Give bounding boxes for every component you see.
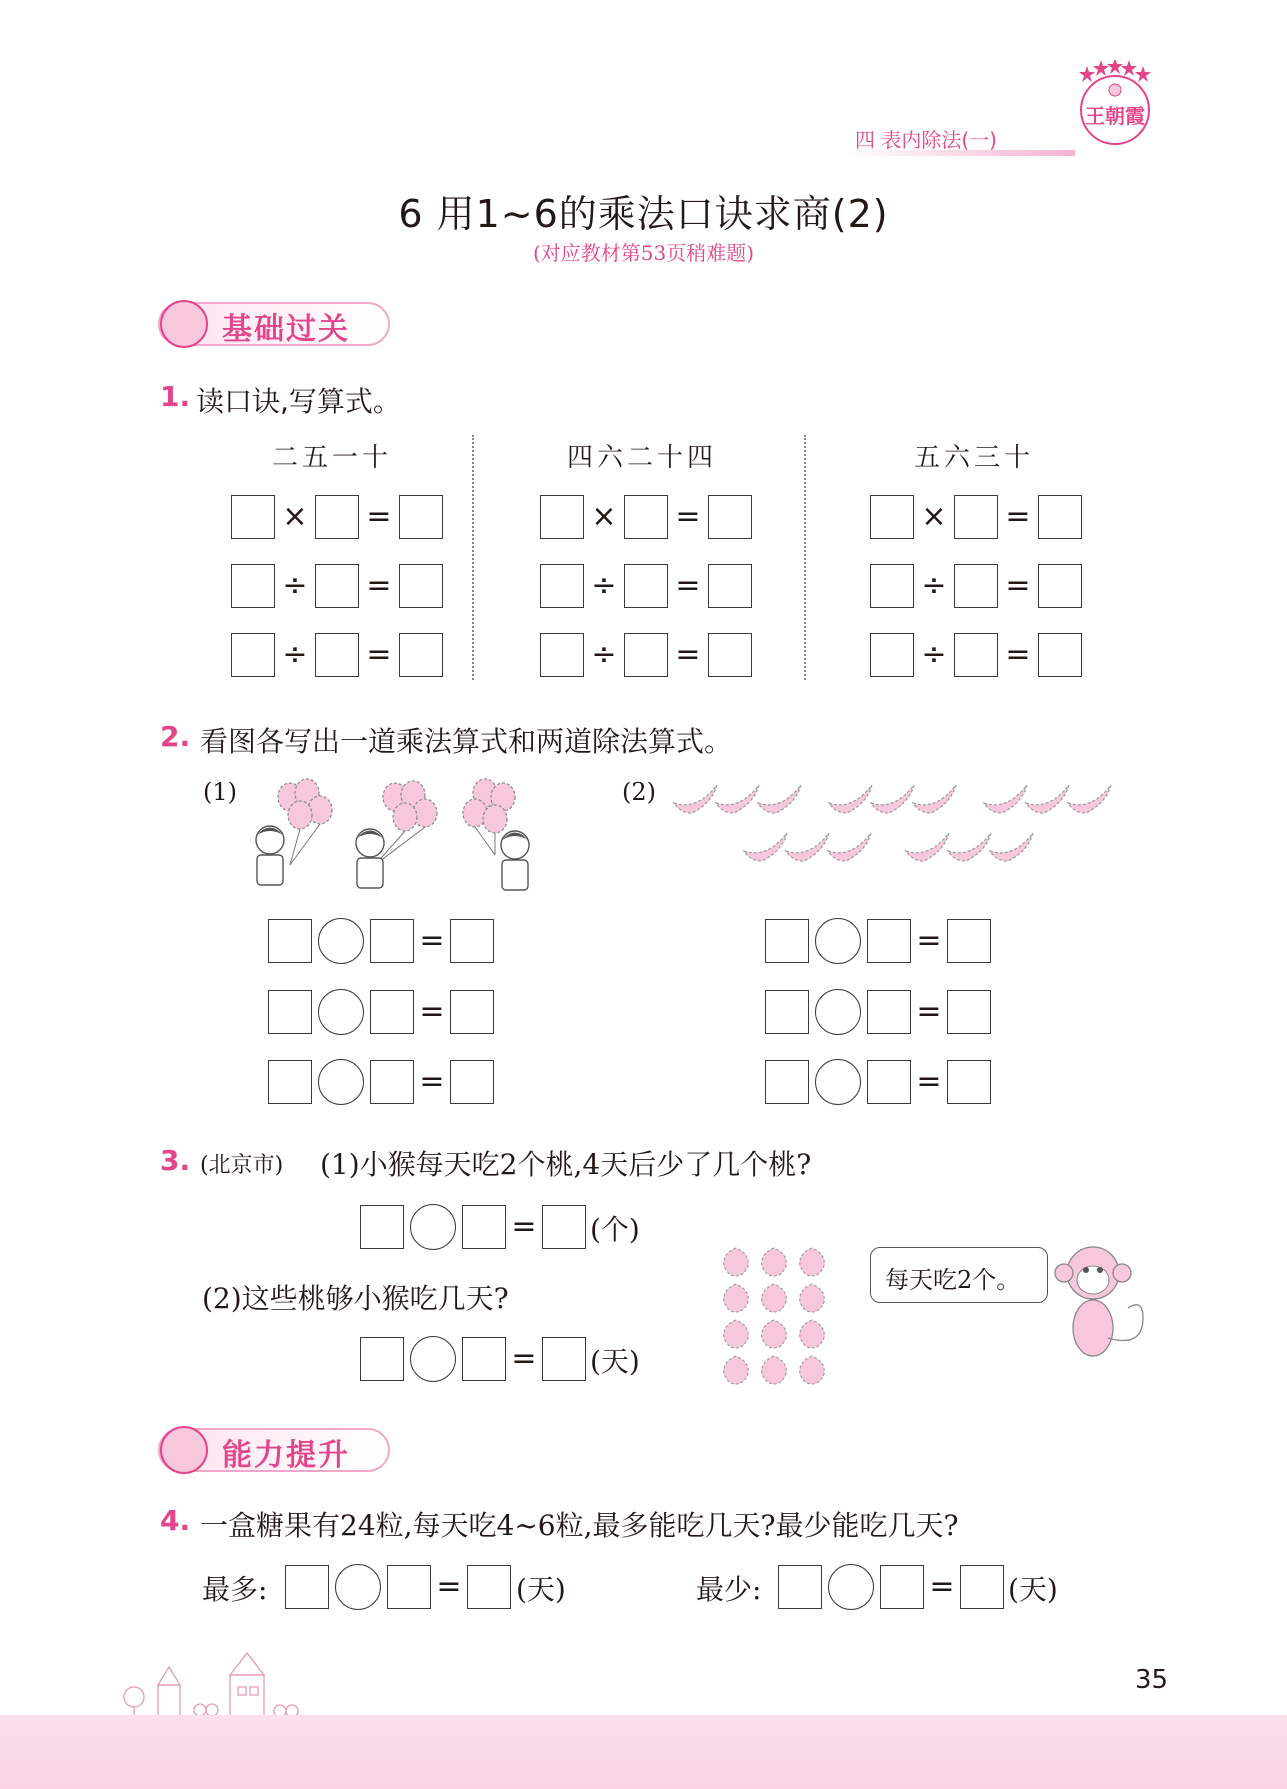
divide-sign: ÷	[591, 568, 617, 603]
equals-sign: =	[1005, 499, 1031, 534]
answer-box[interactable]	[231, 633, 275, 677]
answer-box[interactable]	[947, 1060, 991, 1104]
kids-balloons-illustration	[245, 775, 555, 895]
logo-text: 王朝霞	[1085, 104, 1145, 128]
operator-circle[interactable]	[815, 1059, 861, 1105]
q1-number: 1.	[160, 380, 191, 413]
answer-box[interactable]	[540, 633, 584, 677]
answer-box[interactable]	[867, 919, 911, 963]
equals-sign: =	[675, 499, 701, 534]
answer-box[interactable]	[268, 990, 312, 1034]
q4-number: 4.	[160, 1504, 191, 1537]
answer-box[interactable]	[708, 564, 752, 608]
equals-sign: =	[366, 499, 392, 534]
equals-sign: =	[419, 994, 445, 1029]
answer-box[interactable]	[268, 1060, 312, 1104]
operator-circle[interactable]	[815, 989, 861, 1035]
answer-box[interactable]	[870, 564, 914, 608]
page-number: 35	[1135, 1665, 1169, 1695]
answer-box[interactable]	[870, 633, 914, 677]
most-label: 最多:	[202, 1573, 268, 1606]
equals-sign: =	[511, 1209, 537, 1244]
section-title-advanced: 能力提升	[222, 1438, 350, 1473]
answer-box[interactable]	[315, 564, 359, 608]
speech-bubble-text: 每天吃2个。	[885, 1266, 1021, 1294]
answer-box[interactable]	[315, 633, 359, 677]
equals-sign: =	[675, 637, 701, 672]
answer-box[interactable]	[960, 1565, 1004, 1609]
answer-box[interactable]	[370, 990, 414, 1034]
operator-circle[interactable]	[815, 918, 861, 964]
chapter-tab	[845, 124, 1075, 154]
answer-box[interactable]	[954, 564, 998, 608]
equals-sign: =	[419, 1064, 445, 1099]
girl-face-icon	[160, 300, 208, 348]
equals-sign: =	[419, 923, 445, 958]
answer-box[interactable]	[540, 495, 584, 539]
answer-box[interactable]	[778, 1565, 822, 1609]
answer-box[interactable]	[1038, 495, 1082, 539]
answer-box[interactable]	[285, 1565, 329, 1609]
answer-box[interactable]	[540, 564, 584, 608]
q1-kou-2: 四六二十四	[567, 443, 718, 473]
answer-box[interactable]	[542, 1205, 586, 1249]
unit-tian: (天)	[1008, 1573, 1058, 1606]
q3-number: 3.	[160, 1144, 191, 1177]
answer-box[interactable]	[542, 1337, 586, 1381]
q2-number: 2.	[160, 720, 191, 753]
divider-1	[472, 435, 474, 680]
answer-box[interactable]	[954, 633, 998, 677]
monkey-face-icon	[160, 1426, 208, 1474]
q2-text: 看图各写出一道乘法算式和两道除法算式。	[200, 725, 733, 758]
answer-box[interactable]	[1038, 564, 1082, 608]
answer-box[interactable]	[387, 1565, 431, 1609]
footer-band	[0, 1715, 1287, 1789]
divide-sign: ÷	[921, 637, 947, 672]
chapter-label: 四 表内除法(一)	[855, 128, 997, 152]
answer-box[interactable]	[268, 919, 312, 963]
answer-box[interactable]	[360, 1205, 404, 1249]
answer-box[interactable]	[765, 919, 809, 963]
operator-circle[interactable]	[318, 989, 364, 1035]
answer-box[interactable]	[399, 495, 443, 539]
operator-circle[interactable]	[318, 1059, 364, 1105]
times-sign: ×	[921, 499, 947, 534]
unit-ge: (个)	[590, 1213, 640, 1246]
bananas-illustration	[672, 775, 1122, 870]
equals-sign: =	[511, 1341, 537, 1376]
equals-sign: =	[916, 923, 942, 958]
answer-box[interactable]	[467, 1565, 511, 1609]
equals-sign: =	[436, 1569, 462, 1604]
q3-source: (北京市)	[200, 1153, 284, 1178]
operator-circle[interactable]	[410, 1336, 456, 1382]
answer-box[interactable]	[231, 564, 275, 608]
equals-sign: =	[929, 1569, 955, 1604]
divide-sign: ÷	[921, 568, 947, 603]
equals-sign: =	[1005, 637, 1031, 672]
equals-sign: =	[366, 568, 392, 603]
divide-sign: ÷	[282, 637, 308, 672]
equals-sign: =	[1005, 568, 1031, 603]
speech-bubble	[870, 1247, 1048, 1303]
answer-box[interactable]	[399, 564, 443, 608]
answer-box[interactable]	[370, 919, 414, 963]
page-subtitle: (对应教材第53页稍难题)	[532, 241, 755, 265]
equals-sign: =	[366, 637, 392, 672]
operator-circle[interactable]	[410, 1204, 456, 1250]
q2-part2-label: (2)	[622, 778, 656, 806]
q1-kou-1: 二五一十	[272, 443, 393, 473]
equals-sign: =	[675, 568, 701, 603]
unit-tian: (天)	[590, 1345, 640, 1378]
answer-box[interactable]	[1038, 633, 1082, 677]
answer-box[interactable]	[624, 633, 668, 677]
divide-sign: ÷	[282, 568, 308, 603]
answer-box[interactable]	[947, 919, 991, 963]
answer-box[interactable]	[880, 1565, 924, 1609]
section-header-basic	[158, 298, 398, 354]
answer-box[interactable]	[708, 495, 752, 539]
section-header-advanced	[158, 1424, 398, 1480]
answer-box[interactable]	[315, 495, 359, 539]
answer-box[interactable]	[765, 1060, 809, 1104]
answer-box[interactable]	[765, 990, 809, 1034]
equals-sign: =	[916, 994, 942, 1029]
answer-box[interactable]	[450, 919, 494, 963]
least-label: 最少:	[696, 1573, 762, 1606]
castle-decoration-icon	[120, 1645, 340, 1720]
operator-circle[interactable]	[318, 918, 364, 964]
answer-box[interactable]	[708, 633, 752, 677]
answer-box[interactable]	[450, 1060, 494, 1104]
q1-text: 读口诀,写算式。	[196, 385, 401, 418]
answer-box[interactable]	[870, 495, 914, 539]
answer-box[interactable]	[231, 495, 275, 539]
page-title: 6 用1~6的乘法口诀求商(2)	[398, 192, 889, 236]
monkey-illustration	[1048, 1238, 1168, 1368]
answer-box[interactable]	[450, 990, 494, 1034]
q2-part1-label: (1)	[203, 778, 237, 806]
answer-box[interactable]	[462, 1205, 506, 1249]
section-title-basic: 基础过关	[222, 312, 350, 347]
q1-kou-3: 五六三十	[914, 443, 1035, 473]
answer-box[interactable]	[624, 564, 668, 608]
answer-box[interactable]	[954, 495, 998, 539]
unit-tian: (天)	[516, 1573, 566, 1606]
equals-sign: =	[916, 1064, 942, 1099]
answer-box[interactable]	[462, 1337, 506, 1381]
operator-circle[interactable]	[335, 1564, 381, 1610]
answer-box[interactable]	[947, 990, 991, 1034]
answer-box[interactable]	[360, 1337, 404, 1381]
answer-box[interactable]	[370, 1060, 414, 1104]
answer-box[interactable]	[399, 633, 443, 677]
divider-2	[804, 435, 806, 680]
operator-circle[interactable]	[828, 1564, 874, 1610]
brand-logo	[1075, 60, 1155, 150]
answer-box[interactable]	[624, 495, 668, 539]
answer-box[interactable]	[867, 1060, 911, 1104]
q3-part1-text: (1)小猴每天吃2个桃,4天后少了几个桃?	[320, 1148, 812, 1181]
peaches-illustration	[718, 1240, 830, 1392]
q3-part2-text: (2)这些桃够小猴吃几天?	[202, 1282, 509, 1315]
answer-box[interactable]	[867, 990, 911, 1034]
times-sign: ×	[591, 499, 617, 534]
divide-sign: ÷	[591, 637, 617, 672]
q4-text: 一盒糖果有24粒,每天吃4~6粒,最多能吃几天?最少能吃几天?	[200, 1509, 959, 1542]
times-sign: ×	[282, 499, 308, 534]
